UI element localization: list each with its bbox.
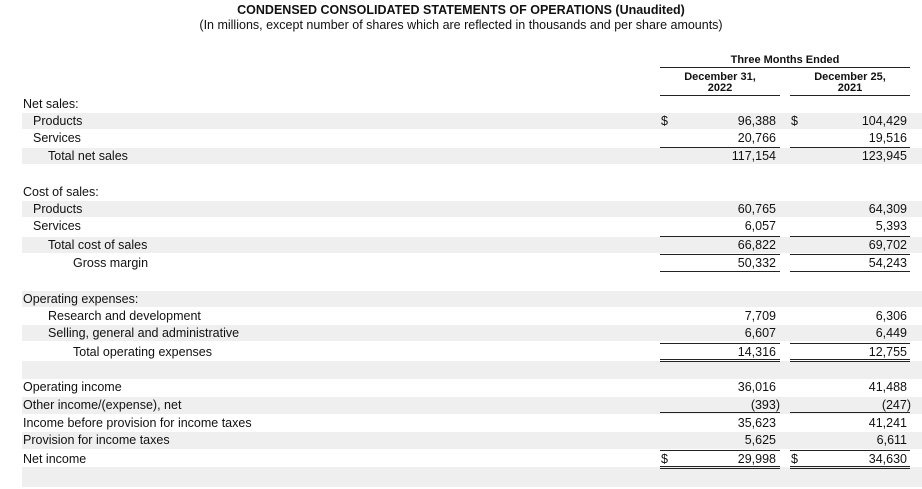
value-cell: 14,316	[737, 345, 776, 359]
row-label-total: Total cost of sales	[48, 238, 148, 252]
currency-symbol: $	[791, 452, 798, 466]
value-cell: 66,822	[737, 238, 776, 252]
statement-title: CONDENSED CONSOLIDATED STATEMENTS OF OPERATIONS (Unaudited)	[237, 3, 685, 17]
value-cell: 19,516	[868, 131, 907, 145]
row-label-net-income: Net income	[23, 452, 87, 466]
row-label: Products	[33, 202, 83, 216]
col2-header-line2: 2021	[837, 82, 863, 94]
value-cell: 20,766	[737, 131, 776, 145]
value-cell: 7,709	[744, 309, 776, 323]
row-label: Services	[33, 131, 81, 145]
double-rule	[790, 466, 910, 469]
row-label-total: Gross margin	[73, 256, 149, 270]
value-cell: 54,243	[868, 256, 907, 270]
value-cell: 34,630	[868, 452, 907, 466]
statement-subtitle: (In millions, except number of shares which are reflected in thousands and per share amounts)	[199, 18, 723, 32]
value-cell: 35,623	[737, 416, 776, 430]
subtotal-rule	[790, 450, 910, 451]
row-label: Income before provision for income taxes	[23, 416, 252, 430]
value-cell: 6,607	[744, 326, 776, 340]
row-band	[22, 148, 922, 164]
row-band	[22, 467, 922, 487]
subtotal-rule	[790, 412, 910, 413]
value-cell: 5,625	[744, 433, 776, 447]
value-cell: 36,016	[737, 380, 776, 394]
row-band	[22, 237, 922, 253]
row-label-total: Total net sales	[48, 149, 128, 163]
subtotal-rule	[790, 147, 910, 148]
value-cell: 50,332	[737, 256, 776, 270]
subtotal-rule	[790, 254, 910, 255]
value-cell: 41,241	[868, 416, 907, 430]
row-label: Selling, general and administrative	[48, 326, 240, 340]
double-rule	[660, 359, 780, 362]
subtotal-rule	[660, 343, 780, 344]
value-cell: 29,998	[737, 452, 776, 466]
value-cell: 12,755	[868, 345, 907, 359]
value-cell: 41,488	[868, 380, 907, 394]
value-cell: 69,702	[868, 238, 907, 252]
value-cell: 123,945	[861, 149, 907, 163]
row-label: Products	[33, 114, 83, 128]
row-band	[22, 361, 922, 379]
row-label: Provision for income taxes	[23, 433, 170, 447]
value-cell: 6,449	[875, 326, 907, 340]
double-rule	[660, 466, 780, 469]
row-label: Operating income	[23, 380, 122, 394]
section-label-cost-of-sales: Cost of sales:	[23, 185, 99, 199]
currency-symbol: $	[661, 114, 668, 128]
value-cell: (393)	[750, 398, 780, 412]
section-label-opex: Operating expenses:	[23, 292, 139, 306]
value-cell: (247)	[881, 398, 911, 412]
value-cell: 6,057	[744, 219, 776, 233]
value-cell: 60,765	[737, 202, 776, 216]
row-band	[22, 291, 922, 307]
col2-header-rule	[790, 95, 910, 96]
double-rule	[790, 359, 910, 362]
header-divider	[660, 67, 910, 68]
row-band	[22, 201, 922, 217]
subtotal-rule	[660, 236, 780, 237]
row-label-total: Total operating expenses	[73, 345, 212, 359]
subtotal-rule	[660, 450, 780, 451]
subtotal-rule	[790, 236, 910, 237]
subtotal-rule	[660, 147, 780, 148]
subtotal-rule	[660, 412, 780, 413]
value-cell: 104,429	[861, 114, 907, 128]
col1-header-line2: 2022	[707, 82, 733, 94]
value-cell: 6,306	[875, 309, 907, 323]
row-label: Other income/(expense), net	[23, 398, 182, 412]
row-label: Services	[33, 219, 81, 233]
col1-header-line1: December 31,	[684, 71, 756, 83]
value-cell: 64,309	[868, 202, 907, 216]
value-cell: 5,393	[875, 219, 907, 233]
value-cell: 96,388	[737, 114, 776, 128]
subtotal-rule	[660, 254, 780, 255]
subtotal-rule	[790, 343, 910, 344]
currency-symbol: $	[661, 452, 668, 466]
period-group-header: Three Months Ended	[730, 54, 840, 66]
row-label: Research and development	[48, 309, 201, 323]
subtotal-rule	[660, 271, 780, 272]
subtotal-rule	[790, 271, 910, 272]
value-cell: 117,154	[731, 149, 776, 163]
value-cell: 6,611	[876, 433, 907, 447]
row-band	[22, 113, 922, 129]
col2-header-line1: December 25,	[814, 71, 886, 83]
col1-header-rule	[660, 95, 780, 96]
section-label-net-sales: Net sales:	[23, 97, 79, 111]
currency-symbol: $	[791, 114, 798, 128]
